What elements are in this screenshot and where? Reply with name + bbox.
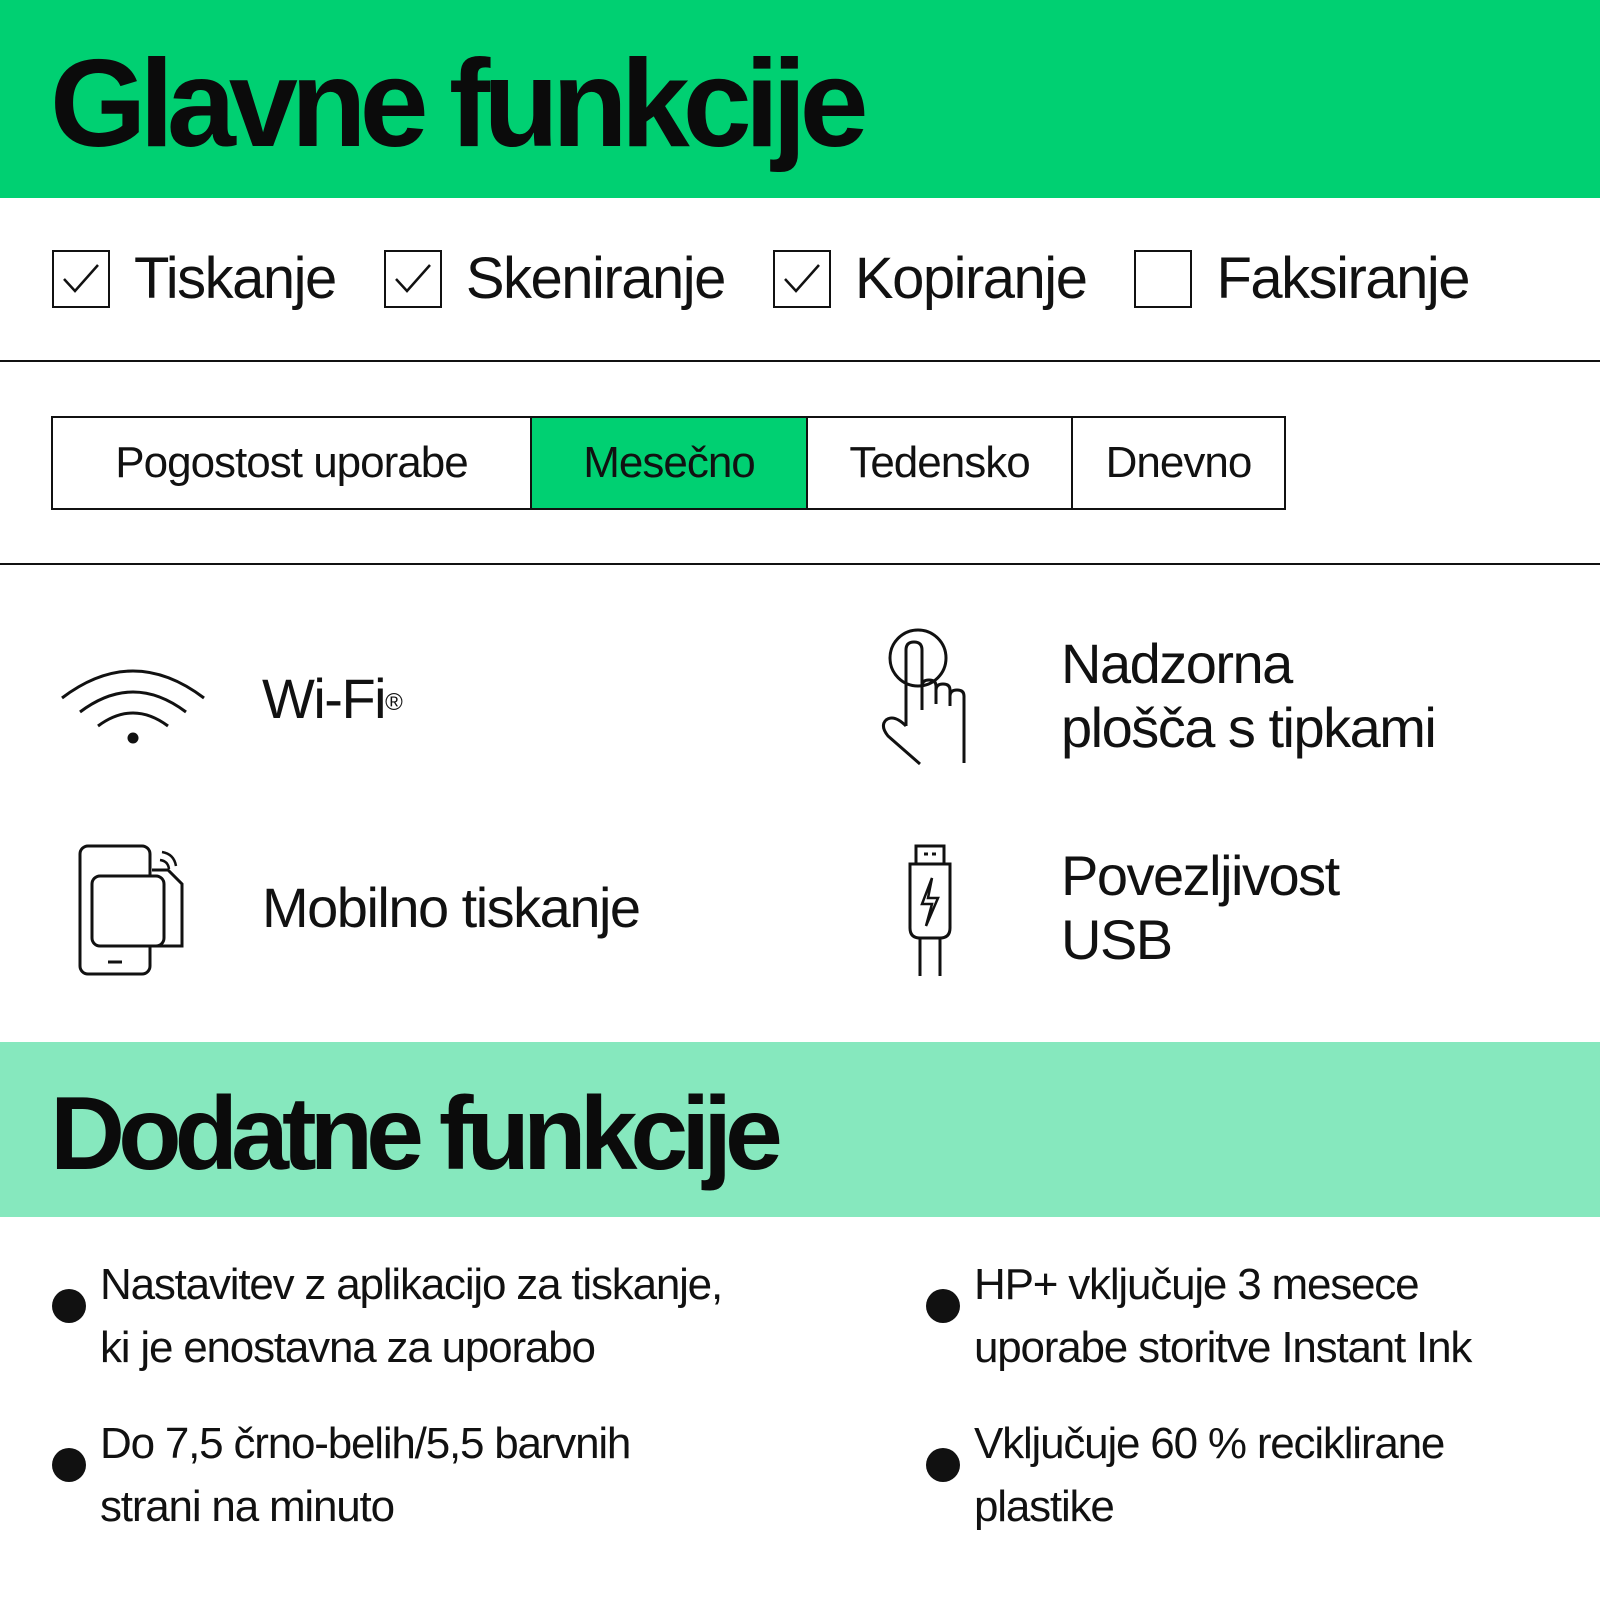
main-title: Glavne funkcije	[50, 35, 862, 173]
list-item-line2: plastike	[974, 1482, 1114, 1531]
checkbox-checked	[52, 250, 110, 308]
checkmark-icon	[61, 261, 101, 297]
divider	[0, 360, 1600, 362]
function-print	[52, 246, 336, 311]
usage-option-weekly: Tedensko	[808, 418, 1073, 508]
usb-icon	[904, 842, 956, 978]
list-item-line1: Nastavitev z aplikacijo za tiskanje,	[100, 1260, 722, 1309]
feature-control-panel-line2: plošča s tipkami	[1061, 696, 1436, 759]
main-banner	[0, 0, 1600, 198]
list-item-line1: Do 7,5 črno-belih/5,5 barvnih	[100, 1419, 631, 1468]
feature-wifi-label: Wi-Fi	[262, 667, 386, 730]
list-item-text	[974, 1253, 1594, 1379]
bullet-icon	[926, 1448, 960, 1482]
feature-usb-line2: USB	[1061, 908, 1172, 971]
feature-control-panel	[1061, 632, 1435, 760]
bullet-icon	[52, 1289, 86, 1323]
divider	[0, 563, 1600, 565]
usage-option-daily: Dnevno	[1105, 438, 1252, 487]
checkbox-checked	[773, 250, 831, 308]
function-label: Faksiranje	[1216, 246, 1469, 311]
list-item-line2: strani na minuto	[100, 1482, 394, 1531]
checkbox-unchecked	[1134, 250, 1192, 308]
function-fax	[1134, 246, 1469, 311]
list-item-line1: Vključuje 60 % reciklirane	[974, 1419, 1445, 1468]
checkbox-checked	[384, 250, 442, 308]
checkmark-icon	[782, 261, 822, 297]
function-checklist	[52, 247, 1517, 311]
usage-frequency-bar	[51, 416, 1286, 510]
extra-banner	[0, 1042, 1600, 1217]
function-scan	[384, 246, 725, 311]
function-copy	[773, 246, 1087, 311]
feature-control-panel-line1: Nadzorna	[1061, 632, 1292, 695]
bullet-icon	[52, 1448, 86, 1482]
feature-mobile-label: Mobilno tiskanje	[262, 876, 640, 939]
extra-title: Dodatne funkcije	[50, 1076, 776, 1192]
usage-option-monthly: Mesečno	[532, 418, 808, 508]
list-item-text	[974, 1412, 1594, 1538]
checkmark-icon	[393, 261, 433, 297]
function-label: Kopiranje	[854, 246, 1087, 311]
list-item-text	[100, 1412, 820, 1538]
feature-usb-line1: Povezljivost	[1061, 844, 1339, 907]
list-item-line2: uporabe storitve Instant Ink	[974, 1323, 1472, 1372]
mobile-print-icon	[76, 842, 188, 978]
feature-usb	[1061, 844, 1339, 972]
list-item-line2: ki je enostavna za uporabo	[100, 1323, 595, 1372]
feature-wifi	[262, 667, 401, 731]
list-item-line1: HP+ vključuje 3 mesece	[974, 1260, 1419, 1309]
function-label: Tiskanje	[134, 246, 336, 311]
list-item-text	[100, 1253, 820, 1379]
wifi-icon	[58, 660, 208, 744]
function-label: Skeniranje	[465, 246, 725, 311]
touch-hand-icon	[876, 628, 986, 768]
bullet-icon	[926, 1289, 960, 1323]
registered-mark: ®	[385, 689, 402, 716]
usage-frequency-label: Pogostost uporabe	[53, 418, 532, 508]
